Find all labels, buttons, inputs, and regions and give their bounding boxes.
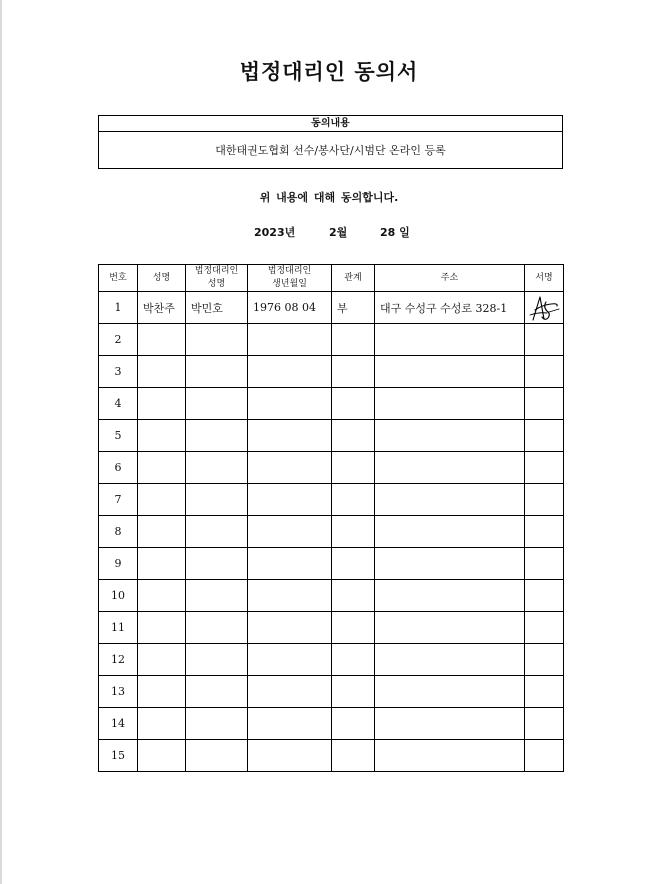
cell-relation [332, 580, 375, 612]
cell-name [138, 452, 186, 484]
cell-guardian-birth [248, 388, 332, 420]
cell-guardian-name [186, 612, 248, 644]
cell-no: 5 [99, 420, 138, 452]
cell-guardian-name: 박민호 [186, 292, 248, 324]
cell-guardian-birth [248, 740, 332, 772]
cell-relation [332, 420, 375, 452]
table-header-row [99, 265, 564, 292]
cell-signature [525, 548, 564, 580]
cell-signature [525, 324, 564, 356]
table-row [99, 708, 564, 740]
cell-name [138, 388, 186, 420]
cell-no: 11 [99, 612, 138, 644]
cell-guardian-name [186, 548, 248, 580]
page-left-edge [0, 0, 2, 884]
cell-address [375, 356, 525, 388]
cell-no: 9 [99, 548, 138, 580]
cell-no: 8 [99, 516, 138, 548]
cell-guardian-birth [248, 516, 332, 548]
cell-guardian-birth [248, 580, 332, 612]
cell-relation [332, 676, 375, 708]
cell-relation [332, 484, 375, 516]
table-row [99, 484, 564, 516]
cell-relation [332, 644, 375, 676]
cell-address [375, 740, 525, 772]
cell-signature [525, 452, 564, 484]
header-guardian-name: 법정대리인 성명 [186, 265, 248, 292]
table-row [99, 612, 564, 644]
cell-signature [525, 644, 564, 676]
cell-name [138, 740, 186, 772]
cell-no: 2 [99, 324, 138, 356]
cell-no: 3 [99, 356, 138, 388]
cell-relation [332, 388, 375, 420]
consent-table [98, 264, 564, 772]
cell-relation [332, 324, 375, 356]
table-row [99, 644, 564, 676]
cell-address [375, 516, 525, 548]
cell-address: 대구 수성구 수성로 328-1 [375, 292, 525, 324]
cell-signature [525, 292, 564, 324]
cell-signature [525, 388, 564, 420]
cell-address [375, 708, 525, 740]
cell-guardian-birth [248, 324, 332, 356]
cell-name [138, 612, 186, 644]
header-no: 번호 [99, 265, 138, 292]
table-row [99, 356, 564, 388]
cell-name [138, 676, 186, 708]
cell-address [375, 420, 525, 452]
cell-address [375, 388, 525, 420]
cell-guardian-name [186, 388, 248, 420]
cell-relation [332, 548, 375, 580]
cell-guardian-name [186, 420, 248, 452]
date-month: 2월 [329, 226, 348, 239]
cell-no: 12 [99, 644, 138, 676]
consent-box [98, 115, 563, 169]
cell-name [138, 644, 186, 676]
cell-signature [525, 676, 564, 708]
date-day: 28 일 [380, 226, 410, 239]
cell-guardian-name [186, 580, 248, 612]
cell-relation [332, 516, 375, 548]
cell-name [138, 548, 186, 580]
cell-guardian-name [186, 516, 248, 548]
cell-relation [332, 612, 375, 644]
cell-relation [332, 708, 375, 740]
cell-guardian-birth: 1976 08 04 [248, 292, 332, 324]
table-row [99, 516, 564, 548]
table-row [99, 292, 564, 324]
cell-address [375, 484, 525, 516]
cell-address [375, 548, 525, 580]
cell-address [375, 324, 525, 356]
header-name: 성명 [138, 265, 186, 292]
cell-guardian-birth [248, 356, 332, 388]
consent-text: 대한태권도협회 선수/봉사단/시범단 온라인 등록 [215, 144, 446, 157]
cell-guardian-birth [248, 452, 332, 484]
cell-guardian-name [186, 676, 248, 708]
cell-signature [525, 580, 564, 612]
table-row [99, 420, 564, 452]
cell-address [375, 580, 525, 612]
cell-address [375, 612, 525, 644]
handwritten-signature [527, 293, 561, 323]
cell-guardian-birth [248, 708, 332, 740]
table-row [99, 324, 564, 356]
cell-signature [525, 708, 564, 740]
header-address: 주소 [375, 265, 525, 292]
cell-no: 4 [99, 388, 138, 420]
table-row [99, 676, 564, 708]
table-row [99, 580, 564, 612]
cell-name [138, 324, 186, 356]
cell-address [375, 644, 525, 676]
cell-relation: 부 [332, 292, 375, 324]
cell-no: 6 [99, 452, 138, 484]
cell-name [138, 516, 186, 548]
document-title: 법정대리인 동의서 [239, 60, 419, 84]
agree-statement: 위 내용에 대해 동의합니다. [259, 191, 399, 204]
cell-guardian-birth [248, 676, 332, 708]
header-guardian-birth: 법정대리인 생년월일 [248, 265, 332, 292]
header-relation: 관계 [332, 265, 375, 292]
cell-relation [332, 452, 375, 484]
cell-guardian-name [186, 644, 248, 676]
cell-name: 박찬주 [138, 292, 186, 324]
cell-guardian-birth [248, 420, 332, 452]
header-signature: 서명 [525, 265, 564, 292]
cell-guardian-birth [248, 484, 332, 516]
cell-no: 1 [99, 292, 138, 324]
table-row [99, 740, 564, 772]
cell-address [375, 676, 525, 708]
cell-guardian-birth [248, 644, 332, 676]
cell-signature [525, 484, 564, 516]
date-year: 2023년 [254, 226, 296, 239]
cell-name [138, 484, 186, 516]
cell-name [138, 580, 186, 612]
table-row [99, 452, 564, 484]
cell-guardian-birth [248, 548, 332, 580]
cell-guardian-name [186, 452, 248, 484]
cell-name [138, 420, 186, 452]
cell-no: 10 [99, 580, 138, 612]
cell-guardian-name [186, 324, 248, 356]
cell-guardian-name [186, 740, 248, 772]
consent-header: 동의내용 [99, 116, 562, 132]
cell-guardian-name [186, 484, 248, 516]
cell-no: 15 [99, 740, 138, 772]
cell-relation [332, 740, 375, 772]
cell-signature [525, 740, 564, 772]
cell-guardian-name [186, 356, 248, 388]
cell-name [138, 356, 186, 388]
cell-guardian-birth [248, 612, 332, 644]
cell-signature [525, 612, 564, 644]
cell-signature [525, 356, 564, 388]
cell-no: 13 [99, 676, 138, 708]
cell-address [375, 452, 525, 484]
cell-relation [332, 356, 375, 388]
table-row [99, 548, 564, 580]
cell-signature [525, 516, 564, 548]
cell-no: 7 [99, 484, 138, 516]
cell-guardian-name [186, 708, 248, 740]
cell-name [138, 708, 186, 740]
table-row [99, 388, 564, 420]
cell-signature [525, 420, 564, 452]
cell-no: 14 [99, 708, 138, 740]
